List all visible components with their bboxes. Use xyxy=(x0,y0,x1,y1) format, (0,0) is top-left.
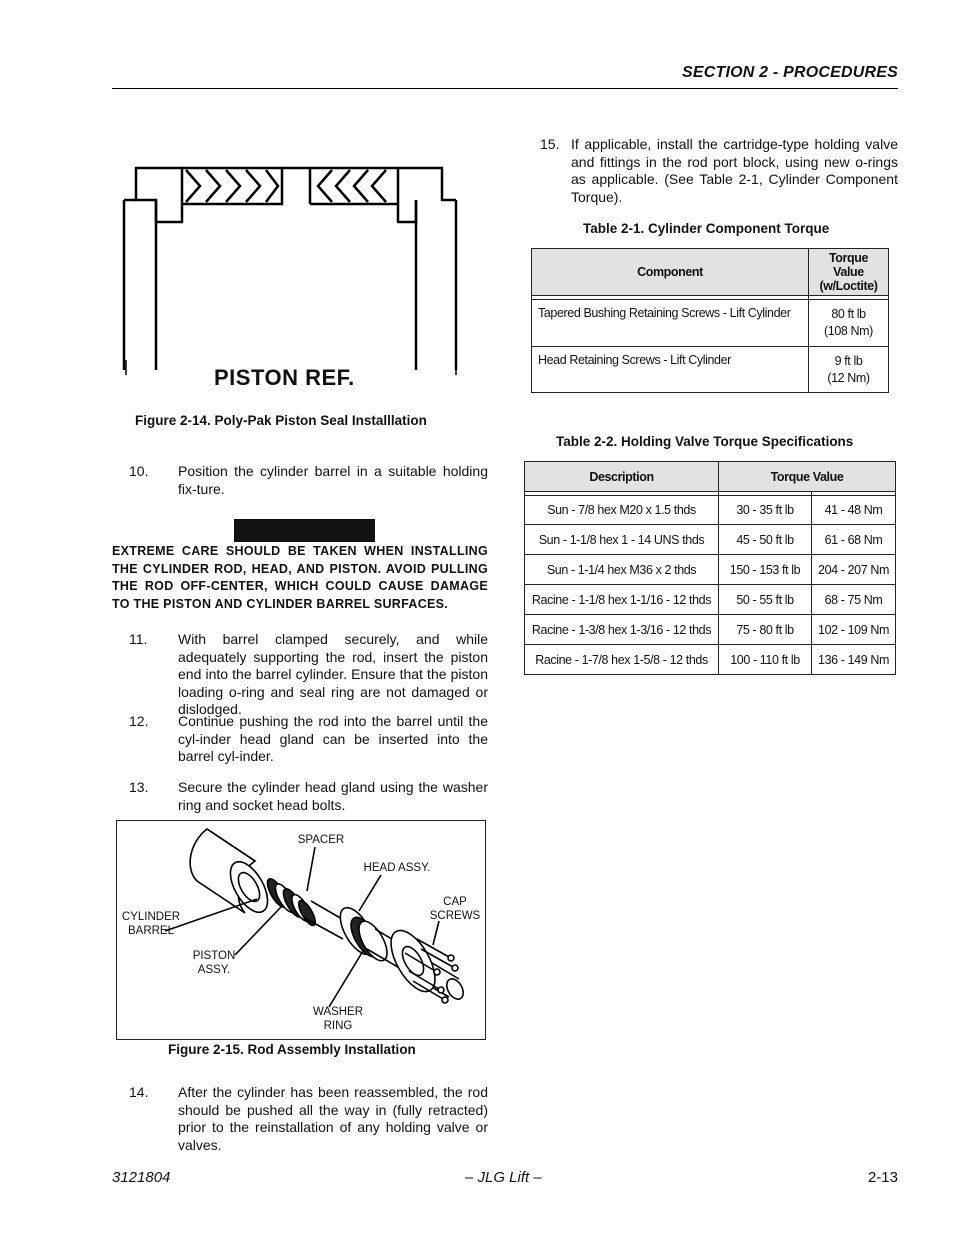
cylinder-barrel-label-line2: BARREL xyxy=(127,925,175,937)
section-title: SECTION 2 - PROCEDURES xyxy=(682,64,898,81)
torque-metric: (12 Nm) xyxy=(827,371,870,385)
step-text: Continue pushing the rod into the barrel until the cyl-inder head gland can be inserted into the barrel cyl-inder. xyxy=(178,713,488,764)
step-12 xyxy=(129,713,488,767)
step-number: 13. xyxy=(129,779,149,795)
spacer-label: SPACER xyxy=(297,834,345,846)
header-torque-line2: (w/Loctite) xyxy=(819,279,878,293)
table-row xyxy=(525,525,896,555)
table-row xyxy=(525,555,896,585)
table-row xyxy=(525,496,896,525)
step-text: If applicable, install the cartridge-type holding valve and fittings in the rod port block, using new o-rings as applicable. (See Table 2-1, Cylinder Component Torque). xyxy=(571,136,898,205)
cap-screws-label-line2: SCREWS xyxy=(429,910,481,922)
nm-cell: 41 - 48 Nm xyxy=(812,496,896,525)
head-assy-label: HEAD ASSY. xyxy=(363,862,431,874)
component-cell: Tapered Bushing Retaining Screws - Lift Cylinder xyxy=(532,300,809,347)
header-component: Component xyxy=(532,249,809,296)
description-cell: Racine - 1-1/8 hex 1-1/16 - 12 thds xyxy=(525,585,719,615)
step-text: With barrel clamped securely, and while adequately supporting the rod, insert the piston end into the barrel cylinder. Ensure that the piston loading o-ring and seal ring are not damaged or dislodged. xyxy=(178,631,488,717)
table-row xyxy=(532,300,889,347)
component-cell: Head Retaining Screws - Lift Cylinder xyxy=(532,347,809,393)
piston-seal-drawing xyxy=(120,160,460,392)
washer-ring-label-line2: RING xyxy=(323,1020,353,1032)
nm-cell: 136 - 149 Nm xyxy=(812,645,896,675)
caution-banner xyxy=(234,519,375,542)
footer-doc-number: 3121804 xyxy=(112,1169,171,1186)
torque-cell xyxy=(809,300,889,347)
description-cell: Racine - 1-3/8 hex 1-3/16 - 12 thds xyxy=(525,615,719,645)
step-10 xyxy=(129,463,488,499)
piston-ref-label: PISTON REF. xyxy=(214,365,355,390)
header-rule xyxy=(112,88,898,89)
ftlb-cell: 50 - 55 ft lb xyxy=(719,585,812,615)
cylinder-torque-table xyxy=(531,248,889,393)
step-15 xyxy=(540,136,898,208)
ftlb-cell: 30 - 35 ft lb xyxy=(719,496,812,525)
table-2-title: Table 2-2. Holding Valve Torque Specifications xyxy=(556,434,854,449)
step-text: After the cylinder has been reassembled, the rod should be pushed all the way in (fully retracted) prior to the reinstallation of any holding valve or valves. xyxy=(178,1084,488,1153)
torque-metric: (108 Nm) xyxy=(824,324,873,338)
cap-screws-label-line1: CAP xyxy=(443,896,467,908)
header-description: Description xyxy=(525,462,719,492)
step-number: 15. xyxy=(540,136,560,152)
nm-cell: 102 - 109 Nm xyxy=(812,615,896,645)
piston-assy-label-line2: ASSY. xyxy=(197,964,231,976)
description-cell: Sun - 1-1/8 hex 1 - 14 UNS thds xyxy=(525,525,719,555)
ftlb-cell: 75 - 80 ft lb xyxy=(719,615,812,645)
footer-center: – JLG Lift – xyxy=(465,1169,542,1186)
description-cell: Racine - 1-7/8 hex 1-5/8 - 12 thds xyxy=(525,645,719,675)
step-text: Secure the cylinder head gland using the washer ring and socket head bolts. xyxy=(178,779,488,813)
header-torque: Torque Value xyxy=(719,462,896,492)
torque-cell xyxy=(809,347,889,393)
footer-page-number: 2-13 xyxy=(867,1169,898,1186)
step-11 xyxy=(129,631,488,717)
table-header-row xyxy=(532,249,889,296)
table-row xyxy=(525,585,896,615)
figure-piston-seal xyxy=(120,160,460,392)
caution-text: EXTREME CARE SHOULD BE TAKEN WHEN INSTALLING THE CYLINDER ROD, HEAD, AND PISTON. AVOID PULLING THE ROD OFF-CENTER, WHICH COULD CAUSE DAMAGE TO THE PISTON AND CYLINDER BARREL SURFACES. xyxy=(112,544,488,611)
figure-rod-assembly xyxy=(116,820,486,1040)
header-torque-line1: Torque Value xyxy=(828,251,869,279)
holding-valve-torque-table xyxy=(524,461,896,675)
header-torque xyxy=(809,249,889,296)
ftlb-cell: 150 - 153 ft lb xyxy=(719,555,812,585)
nm-cell: 68 - 75 Nm xyxy=(812,585,896,615)
nm-cell: 204 - 207 Nm xyxy=(812,555,896,585)
washer-ring-label-line1: WASHER xyxy=(312,1006,364,1018)
step-text: Position the cylinder barrel in a suitable holding fix-ture. xyxy=(178,463,488,497)
ftlb-cell: 45 - 50 ft lb xyxy=(719,525,812,555)
step-number: 12. xyxy=(129,713,149,729)
torque-value: 9 ft lb xyxy=(834,354,863,368)
figure-14-caption: Figure 2-14. Poly-Pak Piston Seal Installlation xyxy=(135,413,427,428)
figure-15-caption: Figure 2-15. Rod Assembly Installation xyxy=(168,1042,416,1057)
table-1-title: Table 2-1. Cylinder Component Torque xyxy=(583,221,830,236)
table-header-row xyxy=(525,462,896,492)
description-cell: Sun - 1-1/4 hex M36 x 2 thds xyxy=(525,555,719,585)
step-number: 11. xyxy=(129,631,148,647)
step-13 xyxy=(129,779,488,815)
step-14 xyxy=(129,1084,488,1153)
step-number: 14. xyxy=(129,1084,149,1100)
table-row xyxy=(525,615,896,645)
torque-value: 80 ft lb xyxy=(831,307,866,321)
table-row xyxy=(532,347,889,393)
step-number: 10. xyxy=(129,463,149,479)
cylinder-barrel-label-line1: CYLINDER xyxy=(121,911,181,923)
nm-cell: 61 - 68 Nm xyxy=(812,525,896,555)
piston-assy-label-line1: PISTON xyxy=(192,950,236,962)
ftlb-cell: 100 - 110 ft lb xyxy=(719,645,812,675)
description-cell: Sun - 7/8 hex M20 x 1.5 thds xyxy=(525,496,719,525)
table-row xyxy=(525,645,896,675)
